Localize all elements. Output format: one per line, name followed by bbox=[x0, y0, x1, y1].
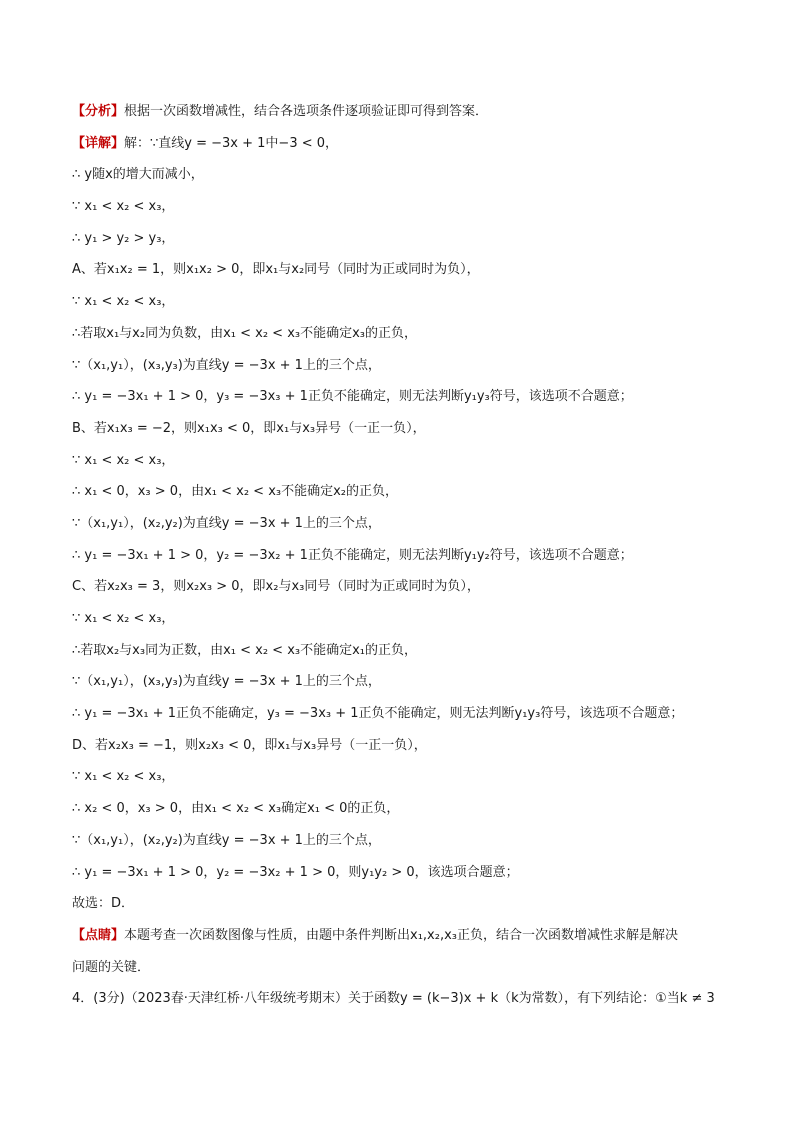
option-a-line: A、若x₁x₂ = 1，则x₁x₂ > 0，即x₁与x₂同号（同时为正或同时为负）， bbox=[72, 262, 480, 278]
question-4-line: 4．(3分)（2023春·天津红桥·八年级统考期末）关于函数y = (k−3)x + k（k为常数），有下列结论：①当k ≠ 3 bbox=[72, 991, 715, 1007]
solution-line: ∴ x₂ < 0，x₃ > 0，由x₁ < x₂ < x₃确定x₁ < 0的正负， bbox=[72, 801, 400, 817]
solution-line: ∵ x₁ < x₂ < x₃， bbox=[72, 294, 175, 310]
solution-line: ∴ y₁ = −3x₁ + 1 > 0，y₂ = −3x₂ + 1 > 0，则y₁y₂ > 0，该选项合题意； bbox=[72, 864, 519, 880]
comment-line-2: 问题的关键． bbox=[72, 959, 151, 975]
solution-line: ∴ y₁ = −3x₁ + 1 > 0，y₃ = −3x₃ + 1正负不能确定，则无法判断y₁y₃符号，该选项不合题意； bbox=[72, 389, 633, 405]
document-page bbox=[72, 96, 742, 1015]
comment-line: 【点睛】本题考查一次函数图像与性质，由题中条件判断出x₁,x₂,x₃正负，结合一次函数增减性求解是解决 bbox=[72, 927, 678, 943]
solution-line: ∵ x₁ < x₂ < x₃， bbox=[72, 611, 175, 626]
solution-line: ∵ x₁ < x₂ < x₃， bbox=[72, 199, 175, 215]
solution-line: ∵（x₁,y₁），(x₃,y₃)为直线y = −3x + 1上的三个点， bbox=[72, 674, 381, 690]
solution-line: ∵ x₁ < x₂ < x₃， bbox=[72, 769, 175, 785]
analysis-tag: 【分析】 bbox=[72, 104, 125, 119]
solution-line: ∵（x₁,y₁），(x₂,y₂)为直线y = −3x + 1上的三个点， bbox=[72, 515, 381, 531]
detail-tag: 【详解】 bbox=[72, 135, 125, 151]
solution-line: ∴若取x₂与x₃同为正数，由x₁ < x₂ < x₃不能确定x₁的正负， bbox=[72, 642, 418, 658]
solution-line: ∴ y随x的增大而减小， bbox=[72, 167, 204, 183]
solution-line: ∴ y₁ = −3x₁ + 1 > 0，y₂ = −3x₂ + 1正负不能确定，则无法判断y₁y₂符号，该选项不合题意； bbox=[72, 547, 633, 563]
option-c-line: C、若x₂x₃ = 3，则x₂x₃ > 0，即x₂与x₃同号（同时为正或同时为负）， bbox=[72, 579, 480, 595]
detail-line: 【详解】解：∵直线y = −3x + 1中−3 < 0， bbox=[72, 135, 339, 151]
solution-line: ∵ x₁ < x₂ < x₃， bbox=[72, 452, 175, 468]
answer-line: 故选：D． bbox=[72, 896, 135, 912]
option-b-line: B、若x₁x₃ = −2，则x₁x₃ < 0，即x₁与x₃异号（一正一负）， bbox=[72, 420, 426, 436]
solution-line: ∴ x₁ < 0，x₃ > 0，由x₁ < x₂ < x₃不能确定x₂的正负， bbox=[72, 484, 399, 500]
solution-line: ∵（x₁,y₁），(x₃,y₃)为直线y = −3x + 1上的三个点， bbox=[72, 357, 381, 373]
option-d-line: D、若x₂x₃ = −1，则x₂x₃ < 0，即x₁与x₃异号（一正一负）， bbox=[72, 737, 427, 753]
solution-line: ∴ y₁ > y₂ > y₃， bbox=[72, 230, 175, 246]
comment-tag: 【点睛】 bbox=[72, 927, 125, 943]
analysis-line: 【分析】根据一次函数增减性，结合各选项条件逐项验证即可得到答案． bbox=[72, 104, 489, 119]
solution-line: ∴ y₁ = −3x₁ + 1正负不能确定，y₃ = −3x₃ + 1正负不能确定，则无法判断y₁y₃符号，该选项不合题意； bbox=[72, 706, 684, 722]
solution-line: ∴若取x₁与x₂同为负数，由x₁ < x₂ < x₃不能确定x₃的正负， bbox=[72, 325, 418, 341]
solution-line: ∵（x₁,y₁），(x₂,y₂)为直线y = −3x + 1上的三个点， bbox=[72, 832, 381, 848]
